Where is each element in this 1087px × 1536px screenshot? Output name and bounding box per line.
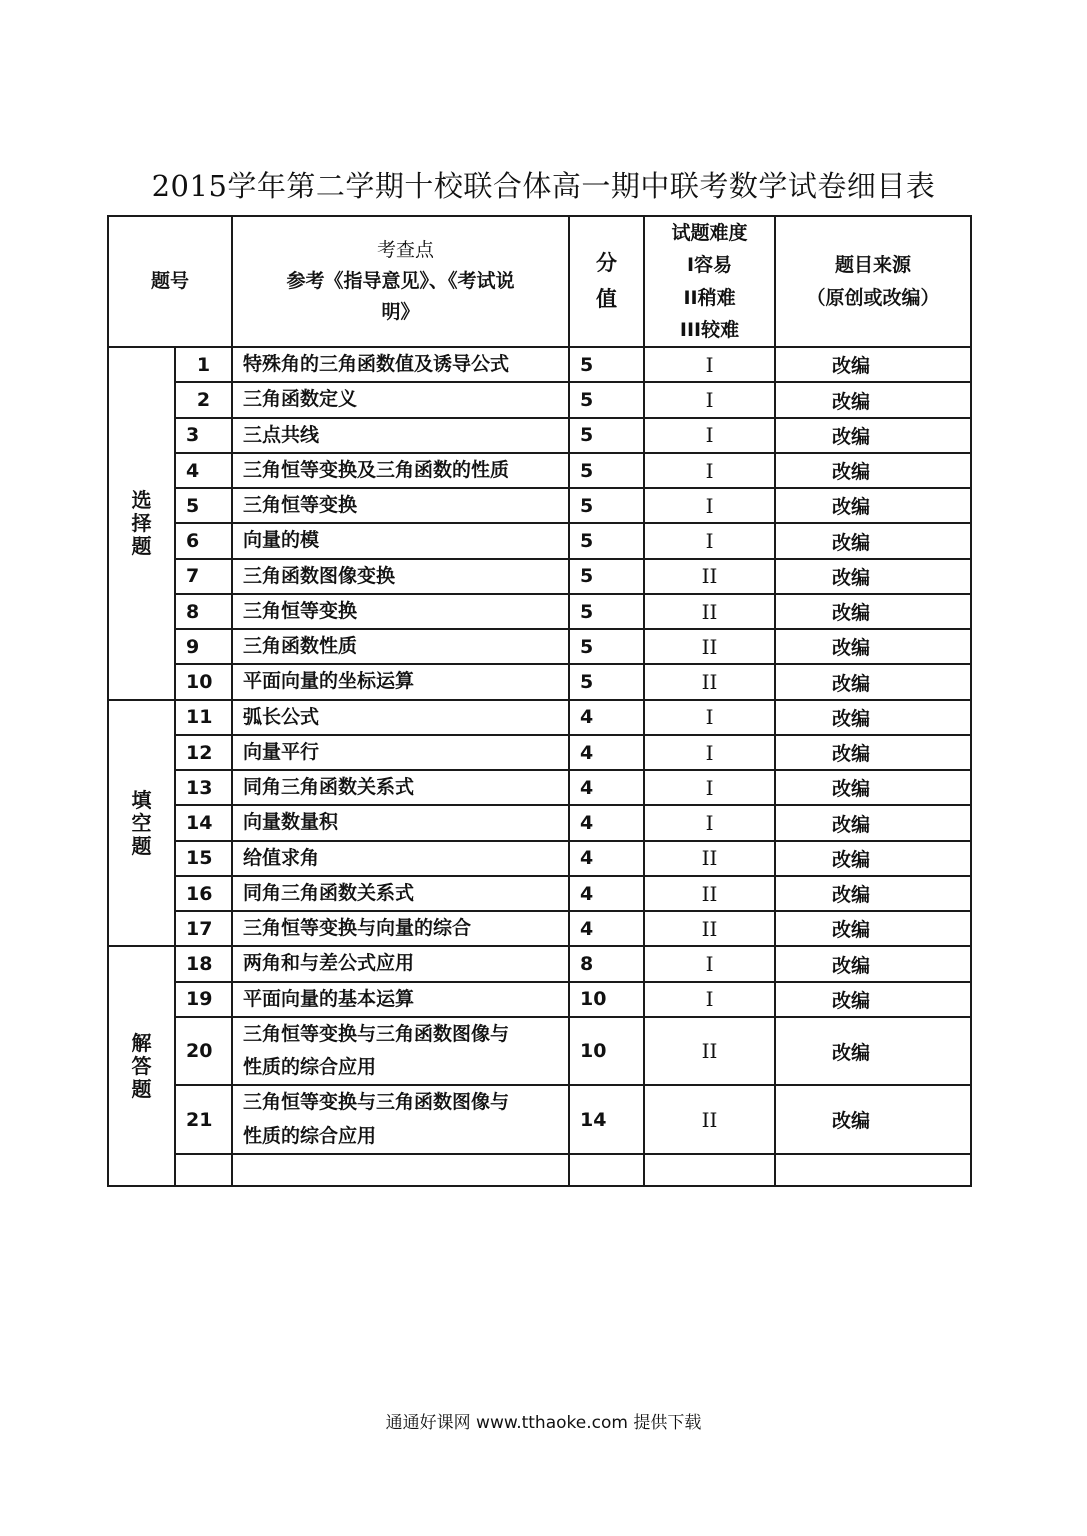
question-difficulty: I	[644, 347, 775, 382]
question-topic: 平面向量的基本运算	[232, 982, 569, 1017]
question-difficulty: I	[644, 523, 775, 558]
question-source: 改编	[775, 1017, 971, 1086]
header-point-line2: 参考《指导意见》、《考试说	[286, 269, 515, 292]
question-no: 2	[175, 382, 232, 417]
question-score: 5	[569, 347, 644, 382]
question-topic: 三角恒等变换	[232, 488, 569, 523]
question-no: 21	[175, 1085, 232, 1154]
section-solution	[108, 946, 175, 1186]
table-row	[108, 805, 971, 840]
question-no: 17	[175, 911, 232, 946]
question-source: 改编	[775, 629, 971, 664]
empty-cell	[644, 1154, 775, 1186]
topic-line: 三角恒等变换与三角函数图像与	[243, 1022, 510, 1045]
header-diff-line3: II稍难	[683, 286, 736, 309]
table-header-row	[108, 216, 971, 347]
question-score: 4	[569, 911, 644, 946]
section-char: 选	[131, 487, 152, 512]
footer-source-note: 通通好课网 www.tthaoke.com 提供下载	[385, 1413, 702, 1433]
table-row	[108, 594, 971, 629]
section-char: 填	[131, 787, 152, 812]
question-no: 3	[175, 418, 232, 453]
question-source: 改编	[775, 594, 971, 629]
question-source: 改编	[775, 911, 971, 946]
table-row	[108, 664, 971, 699]
question-score: 5	[569, 559, 644, 594]
question-topic: 同角三角函数关系式	[232, 770, 569, 805]
question-score: 10	[569, 1017, 644, 1086]
question-score: 14	[569, 1085, 644, 1154]
empty-cell	[775, 1154, 971, 1186]
question-source: 改编	[775, 418, 971, 453]
question-no: 1	[175, 347, 232, 382]
question-topic: 同角三角函数关系式	[232, 876, 569, 911]
question-no: 7	[175, 559, 232, 594]
question-difficulty: II	[644, 1085, 775, 1154]
header-src-line2: （原创或改编）	[806, 286, 940, 309]
question-difficulty: II	[644, 911, 775, 946]
question-difficulty: I	[644, 382, 775, 417]
question-no: 15	[175, 841, 232, 876]
question-score: 4	[569, 805, 644, 840]
topic-line: 三角恒等变换与三角函数图像与	[243, 1091, 510, 1114]
question-source: 改编	[775, 700, 971, 735]
table-row	[108, 876, 971, 911]
header-src-line1: 题目来源	[835, 254, 912, 277]
question-topic: 三角恒等变换	[232, 594, 569, 629]
question-source: 改编	[775, 982, 971, 1017]
section-fill-blank	[108, 700, 175, 947]
question-source: 改编	[775, 805, 971, 840]
table-row	[108, 418, 971, 453]
table-row	[108, 982, 971, 1017]
question-topic: 向量平行	[232, 735, 569, 770]
question-score: 5	[569, 629, 644, 664]
table-row	[108, 559, 971, 594]
question-difficulty: II	[644, 664, 775, 699]
question-no: 11	[175, 700, 232, 735]
question-score: 5	[569, 594, 644, 629]
section-char: 答	[131, 1053, 152, 1078]
header-difficulty	[644, 216, 775, 347]
exam-detail-table	[107, 215, 972, 1187]
table-row	[108, 488, 971, 523]
question-topic: 三角函数图像变换	[232, 559, 569, 594]
question-topic: 向量的模	[232, 523, 569, 558]
table-row	[108, 700, 971, 735]
question-source: 改编	[775, 347, 971, 382]
table-row	[108, 735, 971, 770]
header-score-line1: 分	[596, 250, 618, 275]
question-source: 改编	[775, 488, 971, 523]
question-topic: 给值求角	[232, 841, 569, 876]
question-difficulty: II	[644, 629, 775, 664]
question-no: 16	[175, 876, 232, 911]
question-no: 10	[175, 664, 232, 699]
question-topic: 三角函数定义	[232, 382, 569, 417]
table-row	[108, 453, 971, 488]
section-char: 择	[131, 510, 152, 535]
question-no: 19	[175, 982, 232, 1017]
header-exam-point	[232, 216, 569, 347]
header-point-line1: 考查点	[377, 238, 435, 261]
question-source: 改编	[775, 664, 971, 699]
question-score: 5	[569, 418, 644, 453]
question-score: 10	[569, 982, 644, 1017]
question-topic	[232, 1085, 569, 1154]
question-difficulty: I	[644, 700, 775, 735]
question-topic: 平面向量的坐标运算	[232, 664, 569, 699]
question-no: 14	[175, 805, 232, 840]
table-row	[108, 347, 971, 382]
question-source: 改编	[775, 735, 971, 770]
header-source	[775, 216, 971, 347]
question-no: 4	[175, 453, 232, 488]
question-difficulty: I	[644, 453, 775, 488]
header-score	[569, 216, 644, 347]
header-score-line2: 值	[596, 286, 618, 311]
question-difficulty: I	[644, 982, 775, 1017]
question-score: 4	[569, 876, 644, 911]
question-topic: 三角函数性质	[232, 629, 569, 664]
question-no: 20	[175, 1017, 232, 1086]
section-char: 解	[131, 1030, 152, 1055]
question-difficulty: II	[644, 1017, 775, 1086]
question-difficulty: I	[644, 735, 775, 770]
section-choice	[108, 347, 175, 700]
question-topic: 向量数量积	[232, 805, 569, 840]
header-diff-line2: I容易	[686, 254, 733, 277]
question-score: 5	[569, 488, 644, 523]
topic-line: 性质的综合应用	[243, 1124, 377, 1147]
question-source: 改编	[775, 841, 971, 876]
empty-cell	[232, 1154, 569, 1186]
question-difficulty: II	[644, 841, 775, 876]
table-row	[108, 770, 971, 805]
question-source: 改编	[775, 876, 971, 911]
question-source: 改编	[775, 523, 971, 558]
question-score: 4	[569, 735, 644, 770]
table-row-empty	[108, 1154, 971, 1186]
question-score: 5	[569, 382, 644, 417]
question-topic: 三点共线	[232, 418, 569, 453]
table-row	[108, 523, 971, 558]
question-no: 18	[175, 946, 232, 981]
question-difficulty: I	[644, 488, 775, 523]
question-source: 改编	[775, 1085, 971, 1154]
question-no: 6	[175, 523, 232, 558]
header-diff-line1: 试题难度	[671, 222, 748, 244]
question-no: 5	[175, 488, 232, 523]
question-difficulty: I	[644, 805, 775, 840]
question-difficulty: I	[644, 946, 775, 981]
question-no: 12	[175, 735, 232, 770]
header-diff-line4: III较难	[679, 318, 740, 341]
question-topic: 弧长公式	[232, 700, 569, 735]
table-row	[108, 1085, 971, 1154]
question-topic: 三角恒等变换与向量的综合	[232, 911, 569, 946]
question-source: 改编	[775, 382, 971, 417]
question-no: 8	[175, 594, 232, 629]
question-topic: 特殊角的三角函数值及诱导公式	[232, 347, 569, 382]
question-score: 8	[569, 946, 644, 981]
question-no: 13	[175, 770, 232, 805]
question-source: 改编	[775, 946, 971, 981]
empty-cell	[569, 1154, 644, 1186]
question-score: 4	[569, 770, 644, 805]
question-score: 4	[569, 841, 644, 876]
section-char: 题	[131, 1076, 152, 1101]
table-row	[108, 911, 971, 946]
empty-cell	[175, 1154, 232, 1186]
topic-line: 性质的综合应用	[243, 1056, 377, 1079]
question-difficulty: I	[644, 770, 775, 805]
question-difficulty: II	[644, 559, 775, 594]
header-point-line3: 明》	[381, 301, 420, 324]
question-score: 4	[569, 700, 644, 735]
section-char: 题	[131, 833, 152, 858]
question-topic: 三角恒等变换及三角函数的性质	[232, 453, 569, 488]
question-source: 改编	[775, 559, 971, 594]
section-char: 题	[131, 533, 152, 558]
header-question-no: 题号	[108, 216, 232, 347]
question-score: 5	[569, 664, 644, 699]
question-score: 5	[569, 453, 644, 488]
document-title: 2015学年第二学期十校联合体高一期中联考数学试卷细目表	[151, 169, 936, 203]
question-difficulty: I	[644, 418, 775, 453]
table-row	[108, 841, 971, 876]
table-row	[108, 382, 971, 417]
section-char: 空	[131, 810, 152, 835]
table-row	[108, 629, 971, 664]
question-no: 9	[175, 629, 232, 664]
question-difficulty: II	[644, 594, 775, 629]
table-row	[108, 1017, 971, 1086]
question-score: 5	[569, 523, 644, 558]
question-topic: 两角和与差公式应用	[232, 946, 569, 981]
question-difficulty: II	[644, 876, 775, 911]
question-source: 改编	[775, 770, 971, 805]
question-topic	[232, 1017, 569, 1086]
table-row	[108, 946, 971, 981]
question-source: 改编	[775, 453, 971, 488]
